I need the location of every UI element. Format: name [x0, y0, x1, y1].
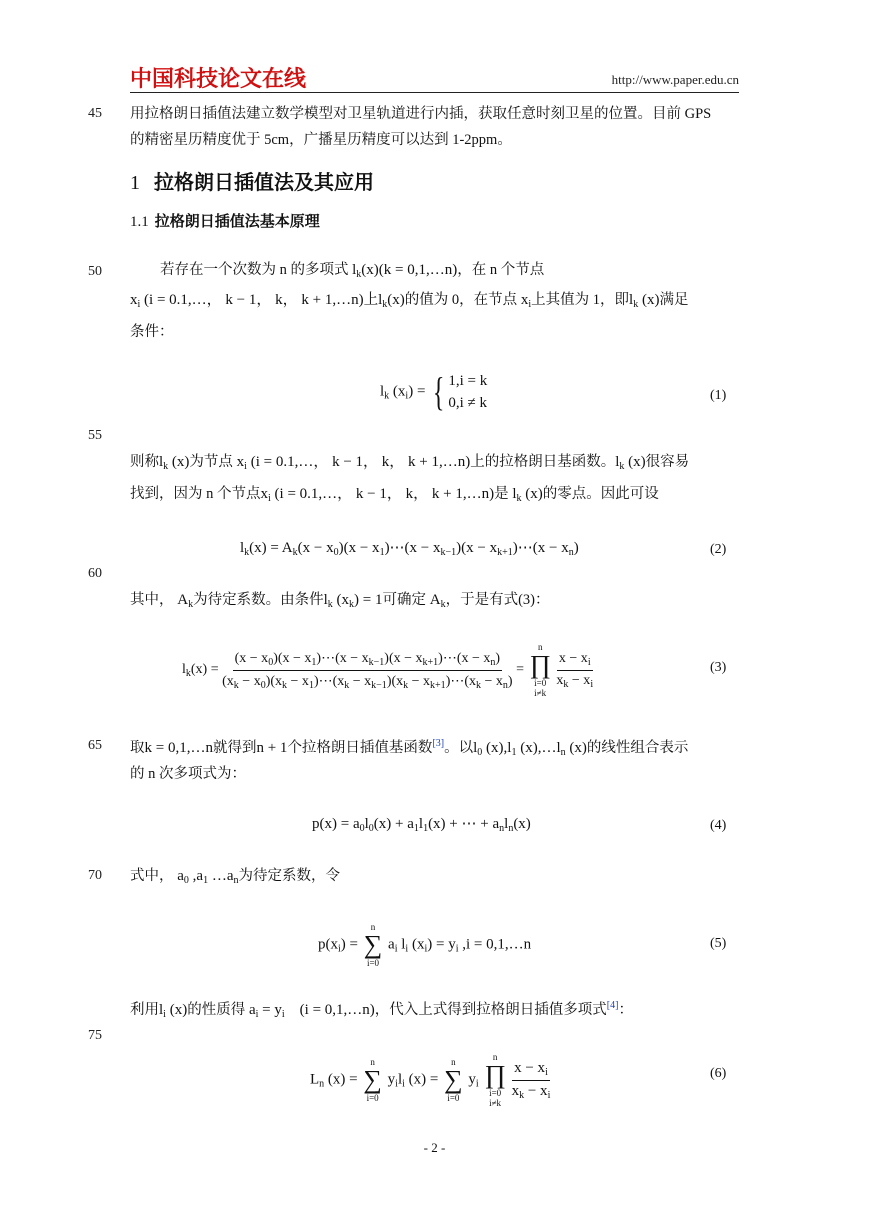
equation-2-number: (2) — [710, 542, 727, 557]
page-number: - 2 - — [423, 1140, 446, 1155]
text-fragment: 。以 — [444, 740, 474, 756]
text-fragment: ，代入上式得到拉格朗日插值多项式 — [374, 1002, 607, 1018]
paragraph-50-line-2 — [130, 290, 688, 315]
text-fragment: 很容易 — [645, 454, 690, 470]
equation-3-number: (3) — [710, 660, 727, 675]
text-fragment: 的值为 0，在节点 — [404, 292, 518, 308]
equation-5: $p(x_i)$ = n ∑ i=0 $a_i$ $l_i$ $(x_i) = y_i$ ,i = 0,1,…n — [318, 922, 532, 968]
sum-operator: n ∑ i=0 — [363, 1057, 382, 1103]
inline-math: $l_k(x)(k$ = 0,1,…n) — [352, 262, 458, 280]
section-title: 拉格朗日插值法及其应用 — [154, 170, 374, 194]
paragraph-61 — [130, 590, 550, 615]
intro-line-1: 用拉格朗日插值法建立数学模型对卫星轨道进行内插，获取任意时刻卫星的位置。目前 GPS — [130, 106, 712, 122]
inline-math: $l_0$ $(x),l_1$ $(x),\dots l_n$ (x) — [473, 740, 587, 758]
fraction: $\frac{x - x_i}{x_k - x_i}$ — [511, 1059, 551, 1101]
paragraph-66: 的 n 次多项式为： — [130, 766, 246, 782]
inline-math: $A_k$ — [425, 592, 446, 610]
inline-math: n + 1 — [256, 740, 288, 756]
line-number-75: 75 — [88, 1028, 102, 1043]
text-fragment: 是 — [494, 486, 509, 502]
section-1-1-heading — [130, 210, 320, 231]
inline-math: $l_k$ (x) — [508, 486, 543, 504]
text-fragment: 就得到 — [212, 740, 257, 756]
product-operator: n ∏ i=0 i≠k — [484, 1052, 506, 1108]
paragraph-74 — [130, 996, 633, 1025]
text-fragment: 为节点 — [189, 454, 233, 470]
inline-math: $a_0$ $,a_1$ $\dots a_n$ — [173, 868, 239, 886]
paragraph-65 — [130, 734, 688, 763]
inline-math: $A_k$ — [173, 592, 194, 610]
logo-rest-text: 科技论文在线 — [174, 67, 307, 92]
line-number-45: 45 — [88, 106, 102, 121]
text-fragment: 满足 — [659, 292, 689, 308]
product-operator: n ∏ i=0 i≠k — [529, 642, 551, 698]
inline-math: $l_i$ (x) — [159, 1002, 188, 1020]
text-fragment: ： — [618, 1002, 633, 1018]
sum-operator: n ∑ i=0 — [444, 1057, 463, 1103]
header-rule — [130, 92, 739, 93]
equation-4: $p(x) = a_0l_0(x) + a_1l_1(x)$ + ⋯ + $a_nl_n(x)$ — [312, 816, 531, 834]
equation-2: $l_k(x) = A_k(x - x_0)(x$ − $x_1)\cdots(x - x_{k-1})(x$ − $x_{k+1})\cdots(x - x_n)$ — [240, 540, 579, 558]
text-fragment: 上 — [363, 292, 379, 308]
fraction: $\frac{(x - x_0)(x - x_1)\cdots(x - x_{k-1})(x - x_{k+1})\cdots(x - x_n)}{(x_k - x_0)(x_k - x_1)\cdots(x_k - x_{k-1})(x_k - x_{k+1})\cdots(x_k - x_n)}$ — [222, 650, 513, 691]
text-fragment: 为待定系数，令 — [238, 868, 341, 884]
equation-5-number: (5) — [710, 936, 727, 951]
line-number-70: 70 — [88, 868, 102, 883]
line-number-60: 60 — [88, 566, 102, 581]
text-fragment: 的线性组合表示 — [586, 740, 689, 756]
journal-logo — [130, 62, 306, 93]
text-fragment: 利用 — [130, 1002, 159, 1018]
text-fragment: ，在 n 个节点 — [457, 262, 545, 278]
text-fragment: 上其值为 1，即 — [531, 292, 630, 308]
sum-operator: n ∑ i=0 — [363, 922, 383, 968]
inline-math: $l_k$ $(x_k) = 1$ — [323, 592, 383, 610]
text-fragment: 找到，因为 n 个节点 — [130, 486, 261, 502]
inline-math: k = 0,1,…n — [144, 740, 213, 756]
text-fragment: 可确定 — [382, 592, 426, 608]
text-fragment: 为待定系数。由条件 — [193, 592, 324, 608]
text-fragment: 上的拉格朗日基函数。 — [470, 454, 616, 470]
equation-4-number: (4) — [710, 818, 727, 833]
text-fragment: ，于是有式(3)： — [445, 592, 550, 608]
inline-math: $x_i$ (i = 0.1,…， k − 1， k， k + 1,…n) — [260, 486, 495, 504]
inline-math: $a_i = y_i$ (i = 0,1,…n) — [245, 1002, 375, 1020]
text-fragment: 式中， — [130, 868, 174, 884]
citation-4[interactable]: [4] — [606, 1000, 619, 1011]
inline-math: $l_k$ (x) — [615, 454, 646, 472]
section-1-heading — [130, 166, 374, 195]
header-url[interactable]: http://www.paper.edu.cn — [611, 72, 739, 87]
inline-math: $l_k$ (x) — [159, 454, 190, 472]
inline-math: $x_i$ (i = 0.1,…， k − 1， k， k + 1,…n) — [130, 292, 364, 310]
equation-1-number: (1) — [710, 388, 727, 403]
left-brace: { — [433, 369, 445, 414]
text-fragment: 其中， — [130, 592, 174, 608]
citation-3[interactable]: [3] — [432, 738, 445, 749]
paragraph-57 — [130, 484, 659, 509]
equation-3: $l_k(x)$ = $\frac{(x - x_0)(x - x_1)\cdots(x - x_{k-1})(x - x_{k+1})\cdots(x - x_n)}{(x_k - x_0)(x_k - x_1)\cdots(x_k - x_{k-1})(x_k - x_{k+1})\cdots(x_k - x_n)}$ = n ∏ i=0 i≠k $\frac{x - x_i}{x_k - x_i}$ — [182, 642, 594, 698]
text-fragment: 的零点。因此可设 — [542, 486, 659, 502]
inline-math: $l_k(x)$ — [378, 292, 405, 310]
paragraph-50-line — [160, 260, 544, 285]
paragraph-56 — [130, 452, 689, 477]
subsection-number: 1.1 — [130, 214, 149, 230]
inline-math: $l_k$ (x) — [629, 292, 660, 310]
subsection-title: 拉格朗日插值法基本原理 — [154, 212, 320, 230]
equation-1: $l_k$ $(x_i)$ = { 1,i = k 0,i ≠ k — [380, 369, 488, 414]
text-fragment: 的性质得 — [187, 1002, 246, 1018]
line-number-55: 55 — [88, 428, 102, 443]
text-fragment: 若存在一个次数为 n 的多项式 — [160, 262, 349, 278]
line-number-65: 65 — [88, 738, 102, 753]
logo-red-text: 中国 — [130, 67, 175, 92]
fraction: $\frac{x - x_i}{x_k - x_i}$ — [556, 650, 594, 690]
section-number: 1 — [130, 172, 140, 194]
text-fragment: 个拉格朗日插值基函数 — [287, 740, 433, 756]
line-number-50: 50 — [88, 264, 102, 279]
inline-math: $x_i$ — [517, 292, 532, 310]
text-fragment: 取 — [130, 740, 145, 756]
paragraph-52: 条件： — [130, 324, 174, 340]
inline-math: $x_i$ (i = 0.1,…， k − 1， k， k + 1,…n) — [232, 454, 471, 472]
paragraph-70 — [130, 866, 340, 891]
text-fragment: 则称 — [130, 454, 159, 470]
intro-line-2: 的精密星历精度优于 5cm，广播星历精度可以达到 1-2ppm。 — [130, 132, 512, 148]
equation-6-number: (6) — [710, 1066, 727, 1081]
equation-6: $L_n$ (x) = n ∑ i=0 $y_il_i$ (x) = n ∑ i=0 $y_i$ n ∏ i=0 i≠k $\frac{x - x_i}{x_k - x_i}$ — [310, 1052, 551, 1108]
